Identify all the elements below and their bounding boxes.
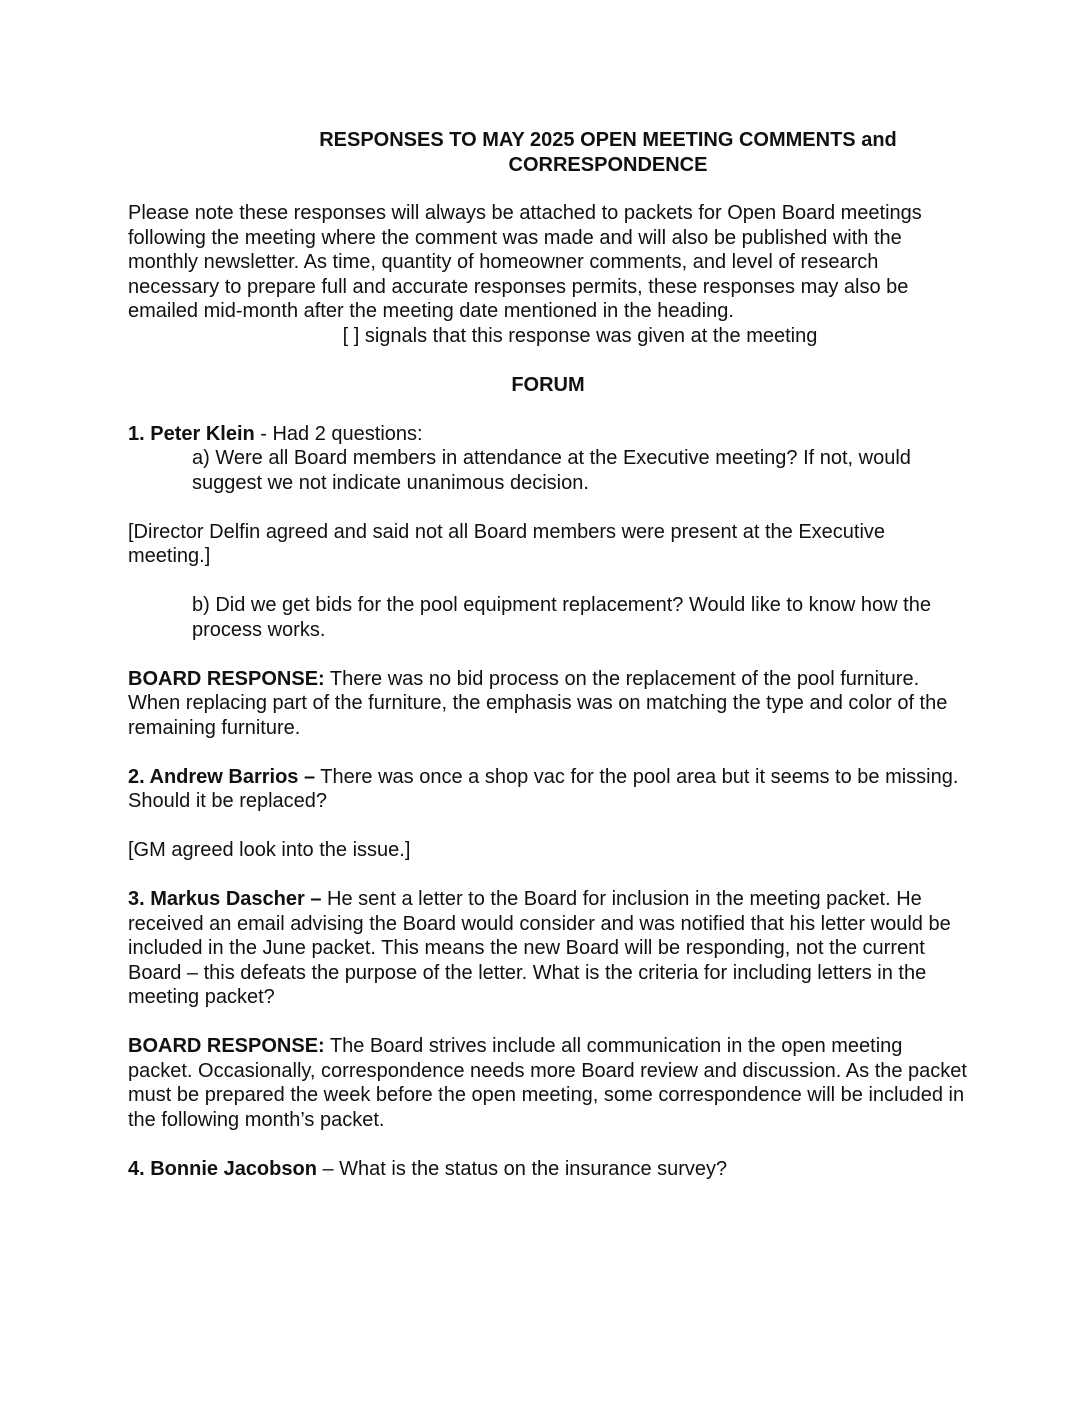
comment-3-name: 3. Markus Dascher – bbox=[128, 888, 322, 910]
comment-4-header bbox=[128, 1157, 968, 1182]
signal-note: [ ] signals that this response was given at the meeting bbox=[342, 324, 818, 347]
intro-paragraph: Please note these responses will always be attached to packets for Open Board meetings following the meeting where the comment was made and will also be published with the monthly newsletter. As time, quantity of homeowner comments, and level of research necessary to prepare full and accurate responses permits, these responses may also be emailed mid-month after the meeting date mentioned in the heading. bbox=[128, 202, 922, 322]
board-response-label: BOARD RESPONSE: bbox=[128, 1035, 325, 1057]
document-page bbox=[128, 128, 968, 1181]
section-heading-forum: FORUM bbox=[511, 373, 585, 396]
board-response-label: BOARD RESPONSE: bbox=[128, 667, 325, 690]
document-title bbox=[128, 128, 968, 177]
comment-item-3 bbox=[128, 887, 968, 1132]
comment-1-name: 1. Peter Klein bbox=[128, 422, 255, 445]
comment-3-header bbox=[128, 887, 968, 1010]
comment-1-board-response bbox=[128, 667, 968, 741]
comment-3-lead: He sent a letter to the Board for inclusion in the meeting packet. He received an email advising the Board would consider and was notified that his letter would be included in the June packet. This means the new Board will be responding, not the current Board – this defeats the purpose of the letter. What is the criteria for including letters in the meeting packet? bbox=[128, 888, 951, 1008]
title-line-2: CORRESPONDENCE bbox=[508, 153, 708, 176]
comment-4-name: 4. Bonnie Jacobson bbox=[128, 1157, 317, 1180]
board-response-text: The Board strives include all communication in the open meeting packet. Occasionally, correspondence needs more Board review and discussion. As the packet must be prepared the week before the open meeting, some correspondence will be included in the following month’s packet. bbox=[128, 1035, 967, 1131]
board-response-text: There was no bid process on the replacement of the pool furniture. When replacing part of the furniture, the emphasis was on matching the type and color of the remaining furniture. bbox=[128, 667, 948, 739]
comment-1-question-b: b) Did we get bids for the pool equipment replacement? Would like to know how the process works. bbox=[192, 594, 931, 641]
comment-1-question-a: a) Were all Board members in attendance at the Executive meeting? If not, would suggest we not indicate unanimous decision. bbox=[192, 447, 911, 494]
comment-2-header bbox=[128, 765, 968, 814]
comment-item-1 bbox=[128, 422, 968, 741]
comment-2-meeting-reply: [GM agreed look into the issue.] bbox=[128, 839, 411, 861]
comment-2-lead: There was once a shop vac for the pool area but it seems to be missing. Should it be replaced? bbox=[128, 765, 959, 812]
comment-1-lead: - Had 2 questions: bbox=[254, 422, 423, 445]
comment-4-lead: – What is the status on the insurance survey? bbox=[316, 1157, 728, 1180]
comment-1-meeting-reply: [Director Delfin agreed and said not all Board members were present at the Executive meeting.] bbox=[128, 520, 886, 567]
comment-2-name: 2. Andrew Barrios – bbox=[128, 765, 316, 788]
comment-1-header bbox=[128, 422, 968, 447]
comment-item-4 bbox=[128, 1157, 968, 1182]
comment-3-board-response bbox=[128, 1034, 968, 1132]
title-line-1: RESPONSES TO MAY 2025 OPEN MEETING COMMENTS and bbox=[319, 129, 897, 151]
comment-item-2 bbox=[128, 765, 968, 863]
